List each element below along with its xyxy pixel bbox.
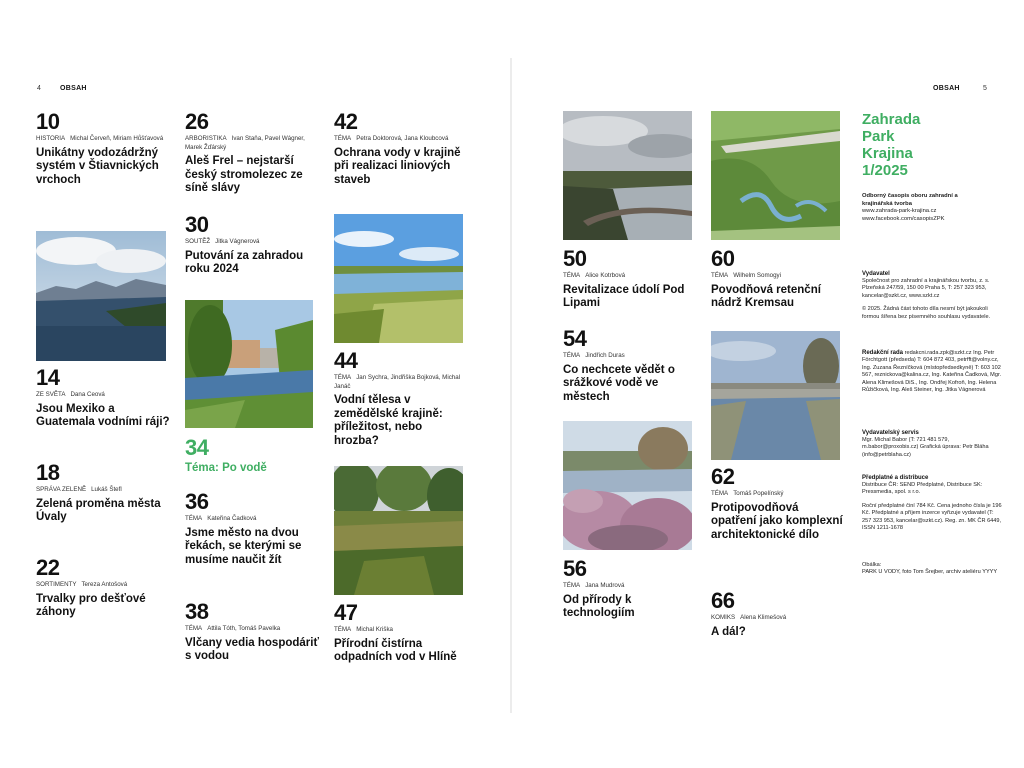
- section-label: SOUTĚŽ: [185, 238, 211, 245]
- page-number: 44: [334, 348, 358, 373]
- magazine-title: Zahrada Park Krajina 1/2025: [862, 111, 921, 179]
- cover-label: Obálka:: [862, 562, 882, 568]
- article-title: Od přírody k technologiím: [563, 593, 635, 619]
- article-title: Téma: Po vodě: [185, 462, 267, 474]
- subscription-text: Roční předplatné činí 784 Kč. Cena jednoho čísla je 196 Kč. Předplatné a příjem inzerce vyřizuje vydavatel (T: 257 323 953, kancelar@szkt.cz). Reg. zn. MK ČR 6449, ISSN 1211-1678: [862, 502, 1002, 532]
- entry-meta: [36, 581, 171, 590]
- section-label: TÉMA: [334, 135, 352, 142]
- authors: Tomáš Popelínský: [733, 490, 784, 497]
- article-title: Putování za zahradou roku 2024: [185, 249, 304, 275]
- page-number: 66: [711, 588, 735, 613]
- authors: Dana Ceová: [70, 391, 105, 398]
- right-page-number: 5: [983, 85, 987, 92]
- section-label: TÉMA: [334, 374, 352, 381]
- authors: Jana Mudrová: [585, 582, 625, 589]
- page-gutter: [510, 58, 512, 713]
- editorial-text: redakcni.rada.zpk@szkt.cz Ing. Petr Förchtgott (předseda) T: 604 872 403, petrfft@volny.cz, Ing. Zuzana Řezníčková (místopředsedkyně) T: 603 102 567, reznickova@kalina.cz, Ing. Kateřina Čadková, Mgr. Alena Klimešová DiS., Ing. Ondřej Kofroň, Ing. Helena Růžičková, Ing. Aleš Steiner, Ing. Jitka Vágnerová: [862, 350, 1002, 394]
- toc-entry[interactable]: [36, 367, 171, 430]
- page-number: 62: [711, 464, 735, 489]
- article-title: Unikátny vodozádržný systém v Štiavnických vrchoch: [36, 146, 159, 186]
- authors: Michal Kriška: [356, 626, 393, 633]
- entry-meta: [185, 515, 320, 524]
- entry-meta: [334, 135, 469, 144]
- page-number: 14: [36, 365, 60, 390]
- article-title: Vodní tělesa v zemědělské krajině: příležitost, nebo hrozba?: [334, 394, 443, 447]
- wild-meadow-photo: [334, 466, 463, 595]
- valley-pond-photo: [563, 111, 692, 240]
- city-river-photo: [185, 300, 313, 428]
- entry-meta: [563, 272, 698, 281]
- authors: Petra Doktorová, Jana Kloubcová: [356, 135, 449, 142]
- page-number: 18: [36, 460, 60, 485]
- section-label: TÉMA: [563, 582, 581, 589]
- publisher-text: Společnost pro zahradní a krajinářskou tvorbu, z. s. Plzeňská 247/59, 150 00 Praha 5, T: 257 323 953, kancelar@szkt.cz, www.szkt.cz: [862, 278, 990, 299]
- section-label: TÉMA: [711, 490, 729, 497]
- article-title: Přírodní čistírna odpadních vod v Hlíně: [334, 637, 457, 663]
- right-page-header: OBSAH: [933, 85, 960, 92]
- authors: Michal Červeň, Miriam Hůšťavová: [70, 135, 164, 142]
- toc-entry[interactable]: [563, 558, 698, 621]
- authors: Jitka Vágnerová: [215, 238, 260, 245]
- entry-meta: [563, 352, 698, 361]
- authors: Ivan Staňa, Pavel Wágner, Marek Žďárský: [185, 135, 305, 151]
- section-label: KOMIKS: [711, 614, 736, 621]
- authors: Attila Tóth, Tomáš Pavelka: [207, 625, 281, 632]
- toc-entry[interactable]: [36, 111, 171, 187]
- article-title: Trvalky pro dešťové záhony: [36, 592, 146, 618]
- masthead: [862, 111, 1002, 223]
- toc-entry[interactable]: [334, 111, 469, 187]
- toc-entry[interactable]: [563, 328, 698, 404]
- article-title: Protipovodňová opatření jako komplexní architektonické dílo: [711, 501, 843, 541]
- toc-entry[interactable]: [711, 466, 846, 542]
- article-title: Povodňová retenční nádrž Kremsau: [711, 283, 821, 309]
- page-number: 26: [185, 109, 209, 134]
- river-bridge-photo: [711, 331, 840, 460]
- page-number: 54: [563, 326, 587, 351]
- authors: Jindřich Duras: [585, 352, 625, 359]
- article-title: Ochrana vody v krajině při realizaci liniových staveb: [334, 146, 461, 186]
- entry-meta: [185, 625, 320, 634]
- authors: Alena Klimešová: [740, 614, 787, 621]
- article-title: A dál?: [711, 625, 746, 638]
- section-label: TÉMA: [334, 626, 352, 633]
- entry-meta: [36, 486, 171, 495]
- toc-entry[interactable]: [36, 462, 171, 525]
- magazine-subtitle: Odborný časopis oboru zahradní a krajinářská tvorba: [862, 193, 958, 207]
- article-title: Aleš Frel – nejstarší český stromolezec ze síně slávy: [185, 155, 303, 194]
- entry-meta: [185, 135, 320, 152]
- entry-meta: [711, 490, 846, 499]
- article-title: Vlčany vedia hospodáriť s vodou: [185, 636, 319, 662]
- distribution-block: [862, 474, 1002, 532]
- toc-entry[interactable]: [185, 491, 320, 567]
- distribution-heading: Předplatné a distribuce: [862, 475, 929, 481]
- authors: Tereza Antošová: [81, 581, 128, 588]
- toc-entry[interactable]: [185, 214, 320, 277]
- entry-meta: [711, 272, 846, 281]
- left-page-number: 4: [37, 85, 41, 92]
- authors: Kateřina Čadková: [207, 515, 257, 522]
- section-label: TÉMA: [185, 515, 203, 522]
- service-text: Mgr. Michal Babor (T: 721 481 579, m.babor@proxobis.cz) Grafická úprava: Petr Bláha (info@petrblaha.cz): [862, 437, 989, 458]
- wetland-pond-photo: [334, 214, 463, 343]
- editorial-heading: Redakční rada: [862, 350, 904, 356]
- service-heading: Vydavatelský servis: [862, 430, 919, 436]
- publisher-block: [862, 270, 1002, 321]
- page-number: 42: [334, 109, 358, 134]
- toc-entry[interactable]: [185, 601, 320, 664]
- toc-entry[interactable]: [334, 602, 469, 665]
- toc-entry[interactable]: [185, 111, 320, 196]
- page-number: 30: [185, 212, 209, 237]
- article-title: Jsou Mexiko a Guatemala vodními ráji?: [36, 402, 170, 428]
- toc-entry[interactable]: [563, 248, 698, 311]
- section-label: TÉMA: [563, 272, 581, 279]
- page-number: 10: [36, 109, 60, 134]
- entry-meta: [334, 374, 469, 391]
- retention-basin-aerial-photo: [711, 111, 840, 240]
- page-number: 47: [334, 600, 358, 625]
- toc-entry[interactable]: [334, 350, 469, 448]
- entry-meta: [563, 582, 698, 591]
- publisher-heading: Vydavatel: [862, 271, 890, 277]
- toc-entry[interactable]: [711, 590, 846, 639]
- section-label: TÉMA: [711, 272, 729, 279]
- page-number: 56: [563, 556, 587, 581]
- cover-text: PARK U VODY, foto Tom Šrejber, archiv ateliéru YYYY: [862, 569, 998, 576]
- entry-meta: [36, 391, 171, 400]
- section-label: ARBORISTIKA: [185, 135, 227, 142]
- section-label: TÉMA: [185, 625, 203, 632]
- lake-mountains-photo: [36, 231, 166, 361]
- copyright-text: © 2025. Žádná část tohoto díla nesmí být jakoukoli formou šířena bez písemného souhlasu vydavatele.: [862, 306, 991, 320]
- authors: Alice Kotrbová: [585, 272, 626, 279]
- left-page-header: OBSAH: [60, 85, 87, 92]
- cover-credit-block: [862, 562, 1002, 577]
- authors: Lukáš Štefl: [91, 486, 122, 493]
- entry-meta: [711, 614, 846, 623]
- section-label: SPRÁVA ZELENĚ: [36, 486, 87, 493]
- editorial-board-block: [862, 349, 1002, 394]
- toc-theme-entry[interactable]: [185, 437, 320, 476]
- section-label: ZE SVĚTA: [36, 391, 66, 398]
- section-label: SORTIMENTY: [36, 581, 77, 588]
- entry-meta: [334, 626, 469, 635]
- toc-entry[interactable]: [711, 248, 846, 311]
- article-title: Zelená proměna města Úvaly: [36, 497, 161, 523]
- article-title: Jsme město na dvou řekách, se kterými se musíme naučit žít: [185, 526, 302, 566]
- article-title: Co nechcete vědět o srážkové vodě ve městech: [563, 363, 675, 403]
- page-number: 60: [711, 246, 735, 271]
- authors: Wilhelm Somogyi: [733, 272, 781, 279]
- publishing-service-block: [862, 429, 1002, 459]
- article-title: Revitalizace údolí Pod Lipami: [563, 283, 685, 309]
- page-number: 22: [36, 555, 60, 580]
- authors: Jan Sychra, Jindřiška Bojková, Michal Janáč: [334, 374, 461, 390]
- entry-meta: [185, 238, 320, 247]
- section-label: HISTORIA: [36, 135, 66, 142]
- section-label: TÉMA: [563, 352, 581, 359]
- flowering-pond-photo: [563, 421, 692, 550]
- page-number: 38: [185, 599, 209, 624]
- distribution-text: Distribuce ČR: SEND Předplatné, Distribuce SK: Pressmedia, spol. s r.o.: [862, 482, 983, 496]
- page-number: 34: [185, 435, 209, 460]
- entry-meta: [36, 135, 171, 144]
- website-link[interactable]: www.zahrada-park-krajina.cz: [862, 208, 937, 214]
- page-number: 36: [185, 489, 209, 514]
- facebook-link[interactable]: www.facebook.com/casopisZPK: [862, 215, 945, 222]
- page-number: 50: [563, 246, 587, 271]
- toc-entry[interactable]: [36, 557, 171, 620]
